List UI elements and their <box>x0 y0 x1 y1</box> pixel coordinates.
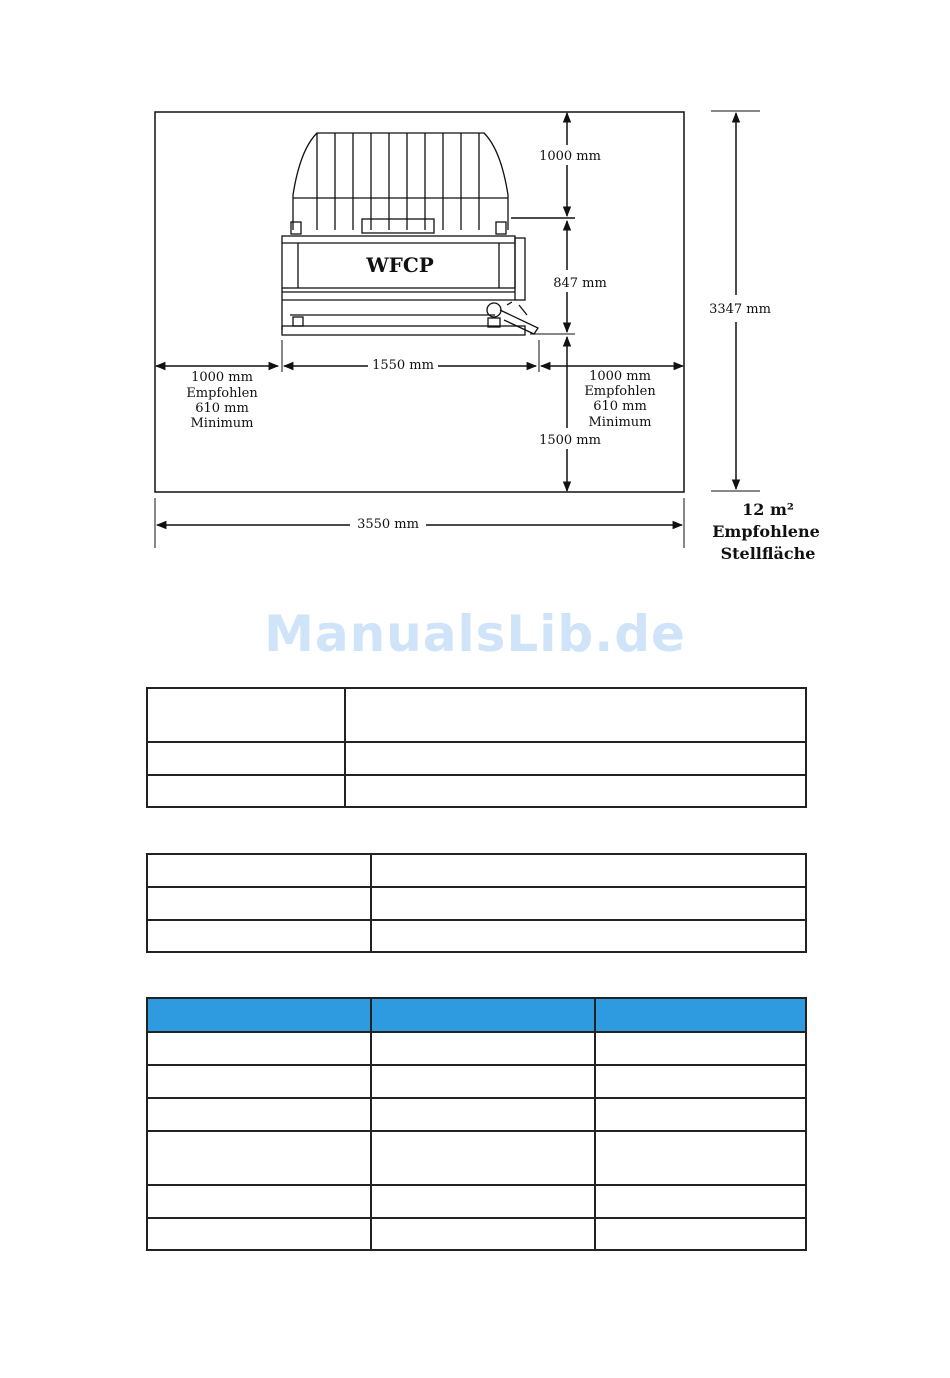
dim-machine-width: 1550 mm <box>372 358 434 373</box>
watermark: ManualsLib.de <box>264 605 686 663</box>
table-row <box>147 742 806 775</box>
total-width-dimension <box>155 498 684 548</box>
dim-top-service: 1000 mm <box>539 149 601 164</box>
table-row <box>147 920 806 952</box>
table-row <box>147 688 806 742</box>
table-cell <box>147 742 345 775</box>
table-cell <box>345 742 806 775</box>
table-cell <box>595 1098 806 1131</box>
table-row <box>147 1131 806 1185</box>
table-cell <box>595 1185 806 1218</box>
table-row <box>147 1065 806 1098</box>
svg-text:Minimum: Minimum <box>588 415 652 430</box>
table-header-cell <box>147 998 371 1032</box>
table-row <box>147 854 806 887</box>
floor-plan-diagram <box>0 0 950 580</box>
table-cell <box>371 887 806 920</box>
table-cell <box>147 688 345 742</box>
spec-table-2 <box>146 853 807 953</box>
table-header-cell <box>371 998 595 1032</box>
table-header-cell <box>595 998 806 1032</box>
table-header-row <box>147 998 806 1032</box>
svg-text:Minimum: Minimum <box>190 416 254 431</box>
table-row <box>147 1032 806 1065</box>
table-cell <box>147 1131 371 1185</box>
table-cell <box>345 688 806 742</box>
dim-front-service: 1500 mm <box>539 433 601 448</box>
svg-text:Empfohlen: Empfohlen <box>584 384 656 399</box>
svg-text:Stellfläche: Stellfläche <box>720 544 816 563</box>
dim-total-depth: 3347 mm <box>709 302 771 317</box>
table-cell <box>371 920 806 952</box>
svg-text:610 mm: 610 mm <box>593 399 647 414</box>
table-cell <box>371 1098 595 1131</box>
footprint-area-label <box>712 500 820 563</box>
table-cell <box>147 854 371 887</box>
dim-machine-depth: 847 mm <box>553 276 607 291</box>
floor-area-outline <box>155 112 684 492</box>
dim-total-width: 3550 mm <box>357 517 419 532</box>
table-cell <box>147 1218 371 1250</box>
svg-text:610 mm: 610 mm <box>195 401 249 416</box>
table-cell <box>345 775 806 807</box>
total-depth-dimension <box>711 111 760 491</box>
table-cell <box>147 920 371 952</box>
svg-text:12 m²: 12 m² <box>742 500 794 519</box>
svg-text:1000 mm: 1000 mm <box>589 369 651 384</box>
table-cell <box>147 1185 371 1218</box>
machine-drawing <box>282 133 538 335</box>
svg-text:Empfohlene: Empfohlene <box>712 522 820 541</box>
svg-text:1000 mm: 1000 mm <box>191 370 253 385</box>
table-cell <box>371 1131 595 1185</box>
right-clearance-label <box>584 369 656 430</box>
table-cell <box>371 1185 595 1218</box>
table-row <box>147 887 806 920</box>
table-row <box>147 1218 806 1250</box>
machine-label: WFCP <box>366 253 434 277</box>
table-cell <box>147 1098 371 1131</box>
table-cell <box>595 1032 806 1065</box>
table-cell <box>147 1032 371 1065</box>
table-cell <box>595 1218 806 1250</box>
svg-text:Empfohlen: Empfohlen <box>186 386 258 401</box>
table-cell <box>147 887 371 920</box>
table-cell <box>147 1065 371 1098</box>
table-cell <box>595 1065 806 1098</box>
spec-table-1 <box>146 687 807 808</box>
table-cell <box>371 854 806 887</box>
table-row <box>147 775 806 807</box>
table-cell <box>371 1032 595 1065</box>
table-cell <box>371 1218 595 1250</box>
left-clearance-label <box>186 370 258 431</box>
table-cell <box>595 1131 806 1185</box>
table-row <box>147 1098 806 1131</box>
table-row <box>147 1185 806 1218</box>
spec-table-3 <box>146 997 807 1251</box>
table-cell <box>371 1065 595 1098</box>
table-cell <box>147 775 345 807</box>
